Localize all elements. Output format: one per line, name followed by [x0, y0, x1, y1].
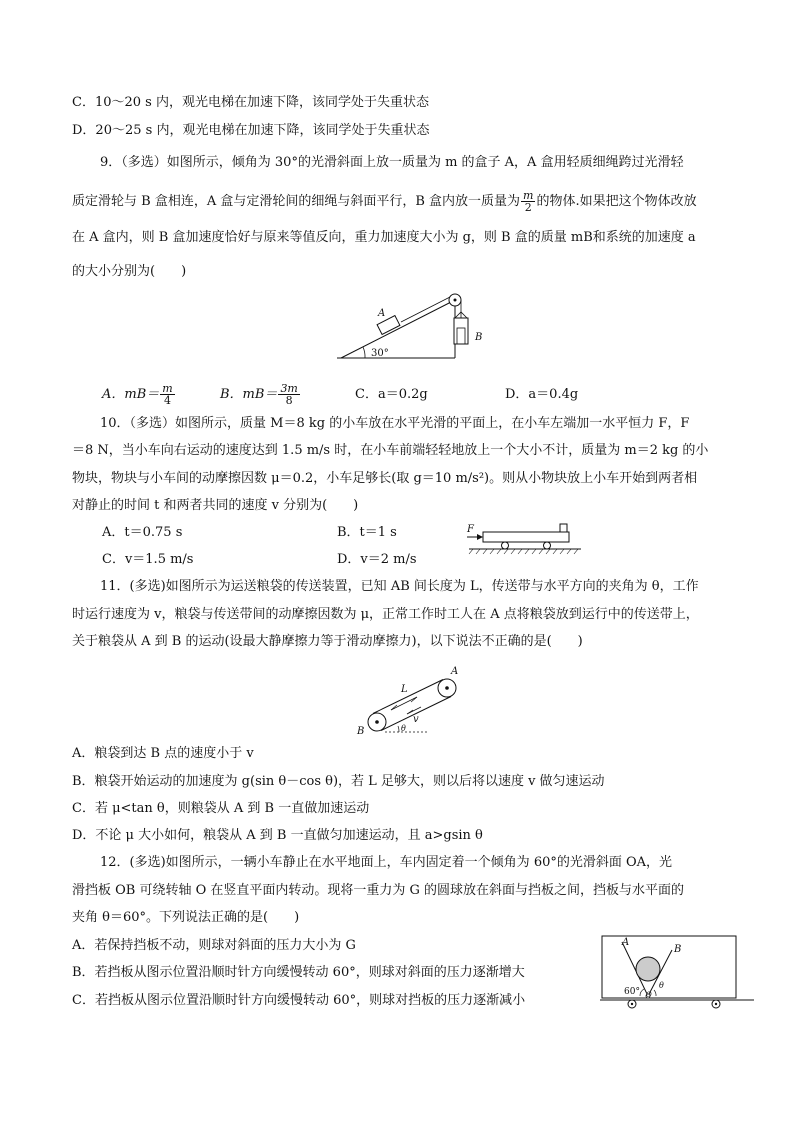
- q10-stem-line1: 10．（多选）如图所示，质量 M＝8 kg 的小车放在水平光滑的平面上，在小车左端加一水平恒力 F，F: [100, 416, 690, 431]
- q9-stem-line2-a: 质定滑轮与 B 盒相连，A 盒与定滑轮间的细绳与斜面平行，B 盒内放一质量为: [72, 194, 521, 209]
- q10-stem-line4: 对静止的时间 t 和两者共同的速度 v 分别为( ): [72, 498, 359, 513]
- q9-incline-pulley-figure: [335, 292, 485, 364]
- q10-stem-line2: ＝8 N，当小车向右运动的速度达到 1.5 m/s 时，在小车前端轻轻地放上一个大小不计，质量为 m＝2 kg 的小: [72, 443, 709, 458]
- q11-conveyor-figure: [355, 660, 465, 740]
- q12-figure-label-b: B: [674, 944, 682, 955]
- q11-stem-line3: 关于粮袋从 A 到 B 的运动(设最大静摩擦力等于滑动摩擦力)，以下说法不正确的是( ): [72, 634, 583, 649]
- q12-stem-line2: 滑挡板 OB 可绕转轴 O 在竖直平面内转动。现将一重力为 G 的圆球放在斜面与挡板之间，挡板与水平面的: [72, 883, 685, 898]
- q9-figure-label-a: A: [378, 308, 386, 319]
- q9-figure-label-b: B: [475, 332, 483, 343]
- q9-figure-angle: 30°: [371, 348, 389, 359]
- q11-option-a: A．粮袋到达 B 点的速度小于 v: [72, 746, 254, 761]
- q9-option-b: B．mB＝ $\frac{3m}{8}$: [220, 382, 298, 407]
- q11-figure-label-theta: θ: [401, 724, 406, 733]
- q11-stem-line2: 时运行速度为 v，粮袋与传送带间的动摩擦因数为 μ，正常工作时工人在 A 点将粮袋放到运行中的传送带上，: [72, 607, 699, 622]
- q8-option-d: D．20～25 s 内，观光电梯在加速下降，该同学处于失重状态: [72, 123, 430, 138]
- q10-option-b: B．t＝1 s: [337, 525, 397, 540]
- q11-option-d: D．不论 μ 大小如何，粮袋从 A 到 B 一直做匀加速运动，且 a>gsin θ: [72, 828, 483, 843]
- q10-cart-figure: [465, 517, 585, 563]
- q12-stem-line1: 12．(多选)如图所示，一辆小车静止在水平地面上，车内固定着一个倾角为 60°的光滑斜面 OA，光: [100, 855, 673, 870]
- q11-figure-label-a: A: [451, 666, 459, 677]
- q12-stem-line3: 夹角 θ＝60°。下列说法正确的是( ): [72, 910, 300, 925]
- q9-mass-fraction: $\frac{m}{2}$: [523, 189, 534, 214]
- q9-stem-line2-b: 的物体.如果把这个物体改放: [536, 194, 697, 209]
- q12-figure-label-a: A: [622, 937, 630, 948]
- q11-figure-label-l: L: [401, 684, 408, 695]
- q10-option-a: A．t＝0.75 s: [102, 525, 183, 540]
- q12-option-a: A．若保持挡板不动，则球对斜面的压力大小为 G: [72, 938, 356, 953]
- q10-stem-line3: 物块，物块与小车间的动摩擦因数 μ＝0.2，小车足够长(取 g＝10 m/s²)。则从小物块放上小车开始到两者相: [72, 471, 698, 486]
- q9-option-a: A．mB＝ $\frac{m}{4}$: [102, 382, 173, 407]
- q12-cart-ball-figure: [600, 934, 755, 1010]
- q9-option-c: C．a＝0.2g: [355, 387, 428, 402]
- q9-stem-line2: [72, 190, 697, 213]
- q11-option-c: C．若 μ<tan θ，则粮袋从 A 到 B 一直做加速运动: [72, 801, 370, 816]
- q11-figure-label-b: B: [357, 726, 365, 737]
- q9-option-d: D．a＝0.4g: [505, 387, 579, 402]
- q9-stem-line4: 的大小分别为( ): [72, 264, 187, 279]
- q10-option-c: C．v＝1.5 m/s: [102, 552, 194, 567]
- q12-option-c: C．若挡板从图示位置沿顺时针方向缓慢转动 60°，则球对挡板的压力逐渐减小: [72, 993, 526, 1008]
- q11-figure-label-v: v: [413, 714, 419, 725]
- q10-figure-label-f: F: [467, 524, 474, 535]
- q9-stem-line1: 9．（多选）如图所示，倾角为 30°的光滑斜面上放一质量为 m 的盒子 A，A 盒用轻质细绳跨过光滑轻: [100, 155, 684, 170]
- q11-option-b: B．粮袋开始运动的加速度为 g(sin θ－cos θ)，若 L 足够大，则以后将以速度 v 做匀速运动: [72, 774, 605, 789]
- q12-figure-angle: 60°: [624, 987, 640, 997]
- q12-option-b: B．若挡板从图示位置沿顺时针方向缓慢转动 60°，则球对斜面的压力逐渐增大: [72, 965, 525, 980]
- q11-stem-line1: 11．(多选)如图所示为运送粮袋的传送装置，已知 AB 间长度为 L，传送带与水平方向的夹角为 θ，工作: [100, 579, 699, 594]
- q12-figure-label-o: O: [646, 991, 652, 999]
- q12-figure-label-theta: θ: [659, 981, 664, 990]
- q8-option-c: C．10～20 s 内，观光电梯在加速下降，该同学处于失重状态: [72, 95, 429, 110]
- q10-option-d: D．v＝2 m/s: [337, 552, 417, 567]
- q9-stem-line3: 在 A 盒内，则 B 盒加速度恰好与原来等值反向，重力加速度大小为 g，则 B 盒的质量 mB和系统的加速度 a: [72, 230, 696, 245]
